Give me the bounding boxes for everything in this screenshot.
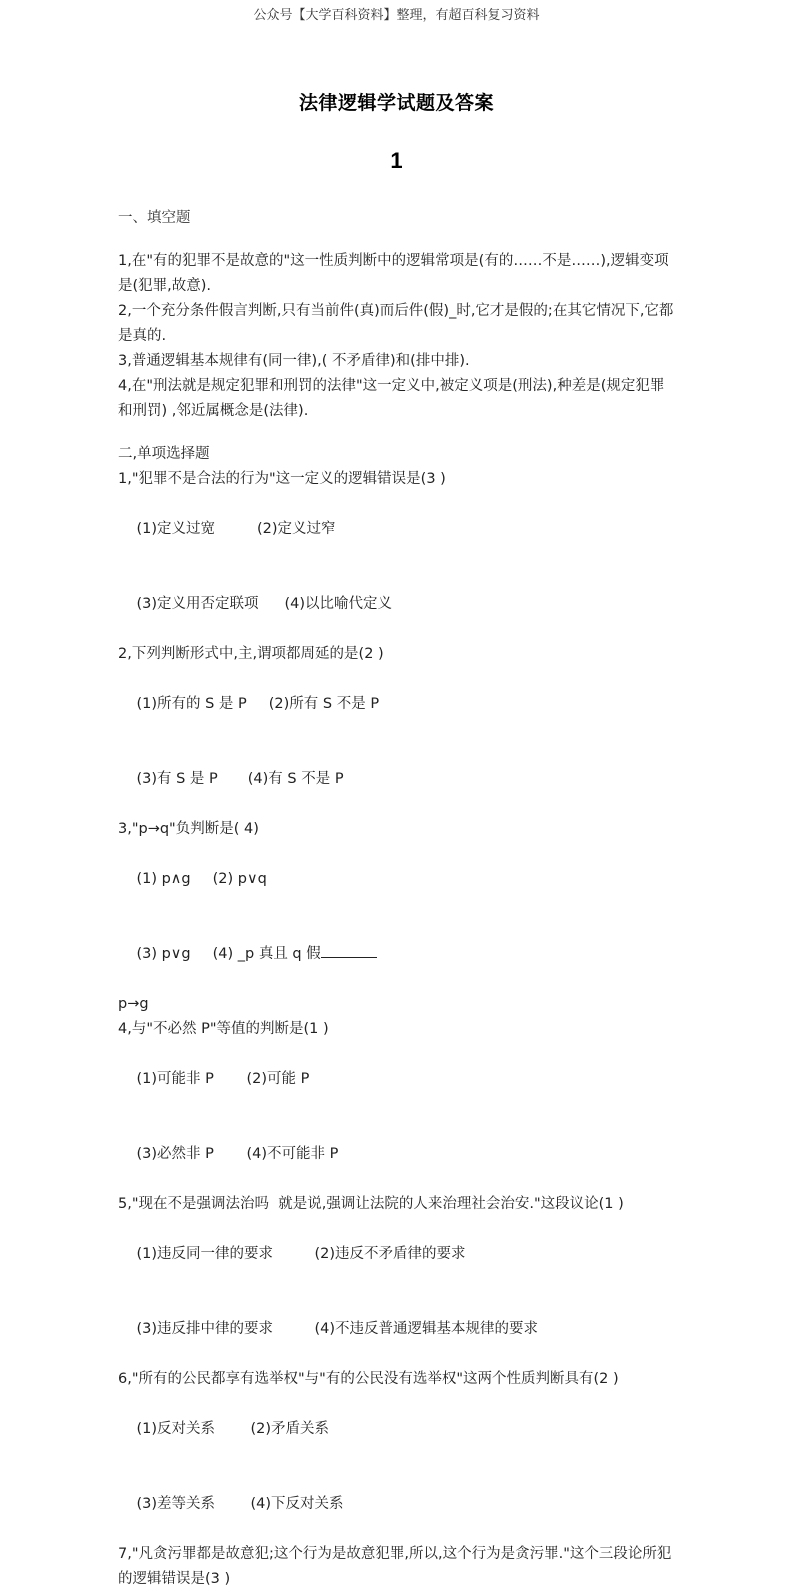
option: (1)可能非 P	[136, 1071, 214, 1087]
question-stem: 6,"所有的公民都享有选举权"与"有的公民没有选举权"这两个性质判断具有(2 )	[118, 1371, 619, 1387]
part2-heading: 二,单项选择题	[118, 446, 210, 462]
fill-item-1: 1,在"有的犯罪不是故意的"这一性质判断中的逻辑常项是(有的……不是……),逻辑变项是(犯罪,故意).	[118, 253, 669, 294]
option: (2)所有 S 不是 P	[268, 696, 380, 712]
option: (4)不违反普通逻辑基本规律的要求	[314, 1321, 538, 1337]
option: (1)违反同一律的要求	[136, 1246, 273, 1262]
header-note: 公众号【大学百科资料】整理，有超百科复习资料	[253, 8, 540, 23]
option: (4) _p 真且 q 假	[212, 946, 321, 962]
options-row	[118, 1392, 678, 1467]
answer-blank	[321, 943, 377, 958]
options-row	[118, 742, 678, 817]
option: (1)反对关系	[136, 1421, 215, 1437]
options-row	[118, 1292, 678, 1367]
options-row	[118, 1117, 678, 1192]
option: (2)违反不矛盾律的要求	[314, 1246, 466, 1262]
option: (3)定义用否定联项	[136, 596, 259, 612]
option: (3)违反排中律的要求	[136, 1321, 273, 1337]
option: (2)可能 P	[246, 1071, 310, 1087]
options-row	[118, 492, 678, 567]
options-row	[118, 917, 678, 992]
options-row	[118, 667, 678, 742]
question-stem: 4,与"不必然 P"等值的判断是(1 )	[118, 1021, 329, 1037]
options-row	[118, 567, 678, 642]
question-stem: 2,下列判断形式中,主,谓项都周延的是(2 )	[118, 646, 384, 662]
option: (3)差等关系	[136, 1496, 215, 1512]
fill-item-3: 3,普通逻辑基本规律有(同一律),( 不矛盾律)和(排中排).	[118, 353, 470, 369]
option: (3)必然非 P	[136, 1146, 214, 1162]
question-stem: 7,"凡贪污罪都是故意犯;这个行为是故意犯罪,所以,这个行为是贪污罪."这个三段论所犯的逻辑错误是(3 )	[118, 1546, 672, 1587]
question-stem: 1,"犯罪不是合法的行为"这一定义的逻辑错误是(3 )	[118, 471, 446, 487]
part2-single-choice	[118, 442, 678, 1592]
option: (4)不可能非 P	[246, 1146, 339, 1162]
option: (3) p∨g	[136, 946, 191, 962]
options-row	[118, 1467, 678, 1542]
option: (2) p∨q	[212, 871, 267, 887]
option: (1)所有的 S 是 P	[136, 696, 247, 712]
option: (3)有 S 是 P	[136, 771, 218, 787]
option: (2)矛盾关系	[250, 1421, 329, 1437]
option: (4)以比喻代定义	[284, 596, 393, 612]
trailing-formula: p→g	[118, 996, 149, 1012]
options-row	[118, 842, 678, 917]
section-number: 1	[390, 148, 403, 173]
options-row	[118, 1042, 678, 1117]
option: (2)定义过窄	[256, 521, 336, 537]
question-stem: 5,"现在不是强调法治吗 就是说,强调让法院的人来治理社会治安."这段议论(1 )	[118, 1196, 624, 1212]
question-stem: 3,"p→q"负判断是( 4)	[118, 821, 259, 837]
fill-item-4: 4,在"刑法就是规定犯罪和刑罚的法律"这一定义中,被定义项是(刑法),种差是(规定犯罪和刑罚) ,邻近属概念是(法律).	[118, 378, 665, 419]
options-row	[118, 1217, 678, 1292]
option: (1) p∧g	[136, 871, 191, 887]
part1-fill-in-blank	[118, 249, 678, 424]
option: (1)定义过宽	[136, 521, 215, 537]
fill-item-2: 2,一个充分条件假言判断,只有当前件(真)而后件(假)_时,它才是假的;在其它情况下,它都是真的.	[118, 303, 674, 344]
document-title: 法律逻辑学试题及答案	[298, 92, 494, 114]
part1-heading: 一、填空题	[118, 210, 191, 226]
option: (4)下反对关系	[250, 1496, 344, 1512]
option: (4)有 S 不是 P	[247, 771, 344, 787]
